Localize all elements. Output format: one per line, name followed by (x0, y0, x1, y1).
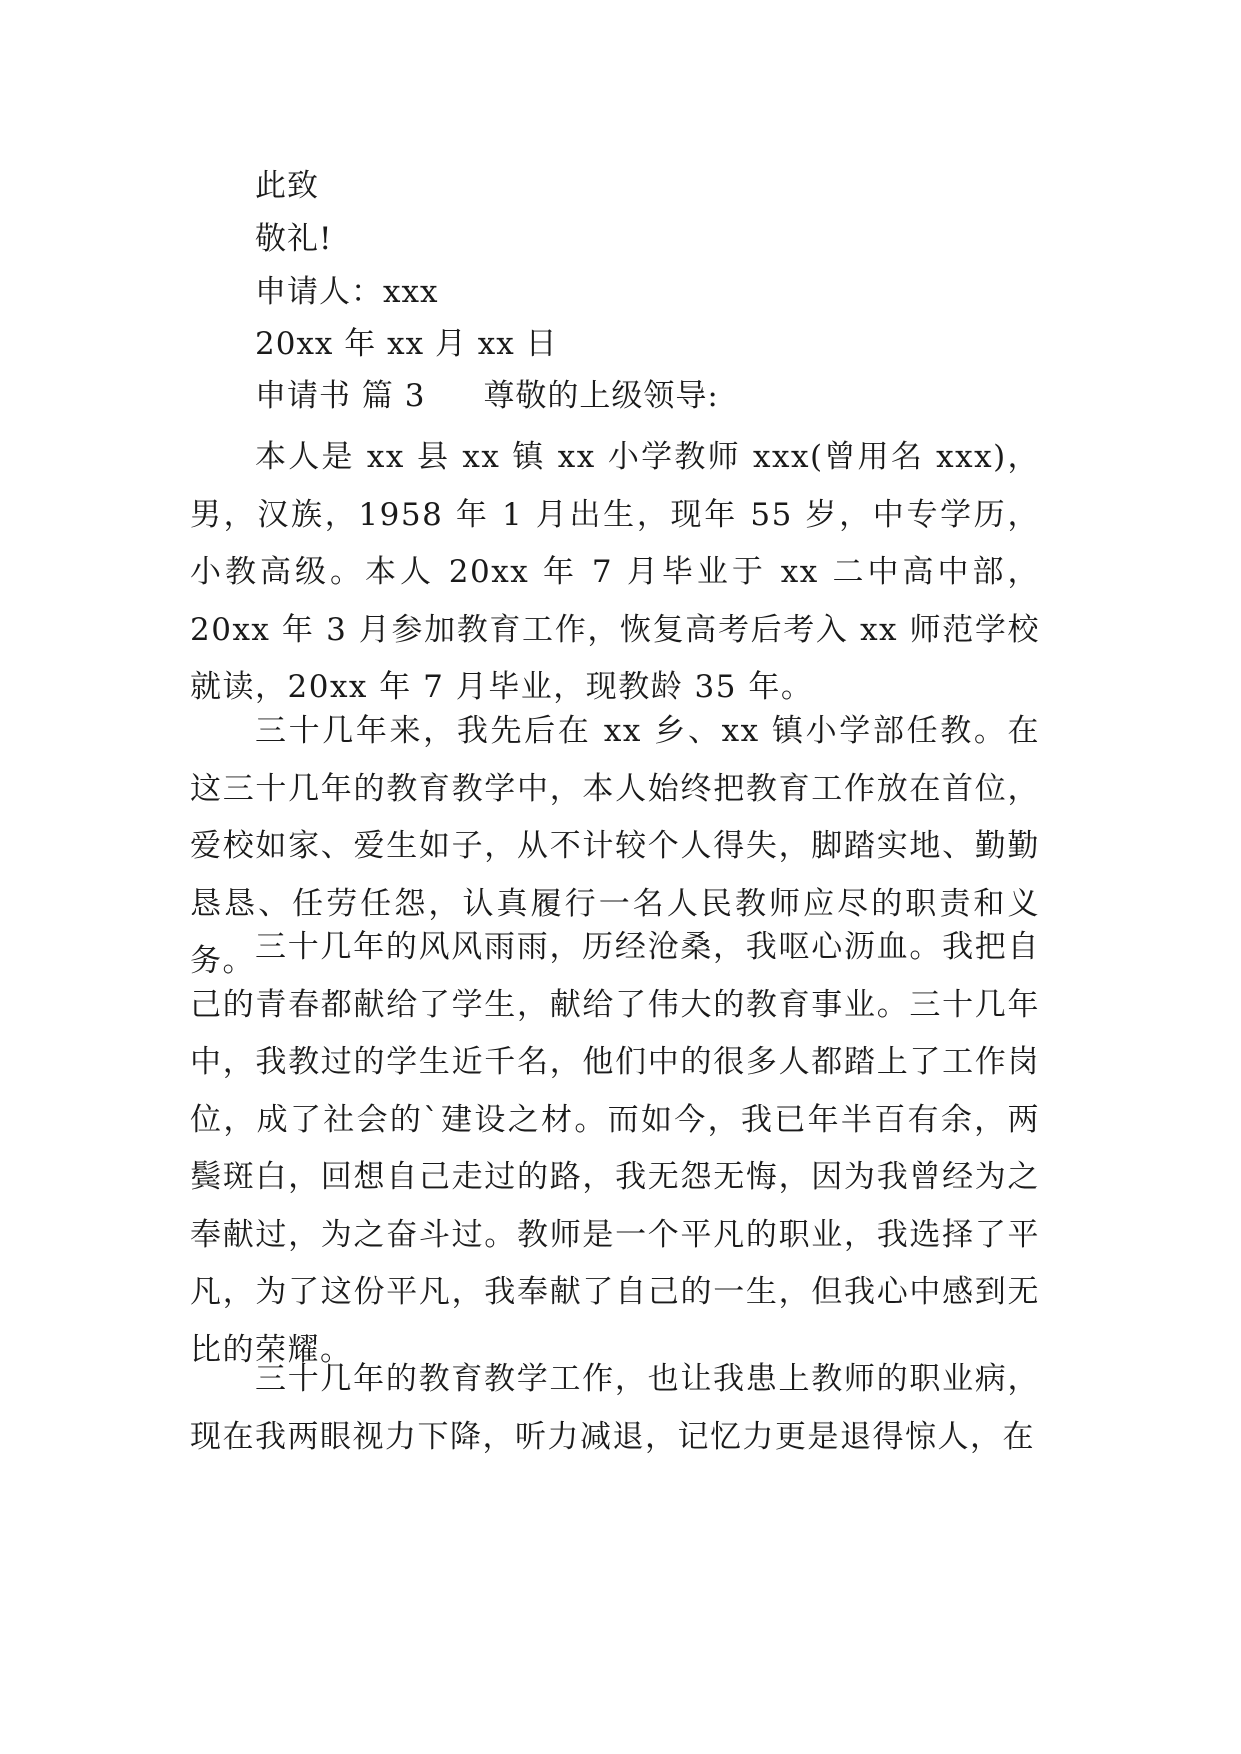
application-date: 20xx 年 xx 月 xx 日 (255, 326, 558, 362)
closing-salutation-2: 敬礼! (255, 221, 333, 257)
applicant-signature: 申请人：xxx (255, 274, 439, 310)
paragraph-1: 本人是 xx 县 xx 镇 xx 小学教师 xxx(曾用名 xxx)，男，汉族，1958 年 1 月出生，现年 55 岁，中专学历，小教高级。本人 20xx 年 7 月毕业于 xx 二中高中部，20xx 年 3 月参加教育工作，恢复高考后考入 xx 师范学校就读，20xx 年 7 月毕业，现教龄 35 年。 (190, 439, 1040, 705)
section-heading-row (255, 376, 719, 416)
paragraph-4: 三十几年的教育教学工作，也让我患上教师的职业病，现在我两眼视力下降，听力减退，记忆力更是退得惊人，在 (190, 1361, 1040, 1455)
addressee: 尊敬的上级领导: (483, 378, 719, 414)
paragraph-2: 三十几年来，我先后在 xx 乡、xx 镇小学部任教。在这三十几年的教育教学中，本人始终把教育工作放在首位，爱校如家、爱生如子，从不计较个人得失，脚踏实地、勤勤恳恳、任劳任怨，认真履行一名人民教师应尽的职责和义务。 (190, 713, 1040, 979)
closing-salutation-1: 此致 (255, 168, 319, 204)
section-heading: 申请书 篇 3 (255, 378, 426, 414)
paragraph-3: 三十几年的风风雨雨，历经沧桑，我呕心沥血。我把自己的青春都献给了学生，献给了伟大的教育事业。三十几年中，我教过的学生近千名，他们中的很多人都踏上了工作岗位，成了社会的`建设之材。而如今，我已年半百有余，两鬓斑白，回想自己走过的路，我无怨无悔，因为我曾经为之奉献过，为之奋斗过。教师是一个平凡的职业，我选择了平凡，为了这份平凡，我奉献了自己的一生，但我心中感到无比的荣耀。 (190, 929, 1040, 1368)
